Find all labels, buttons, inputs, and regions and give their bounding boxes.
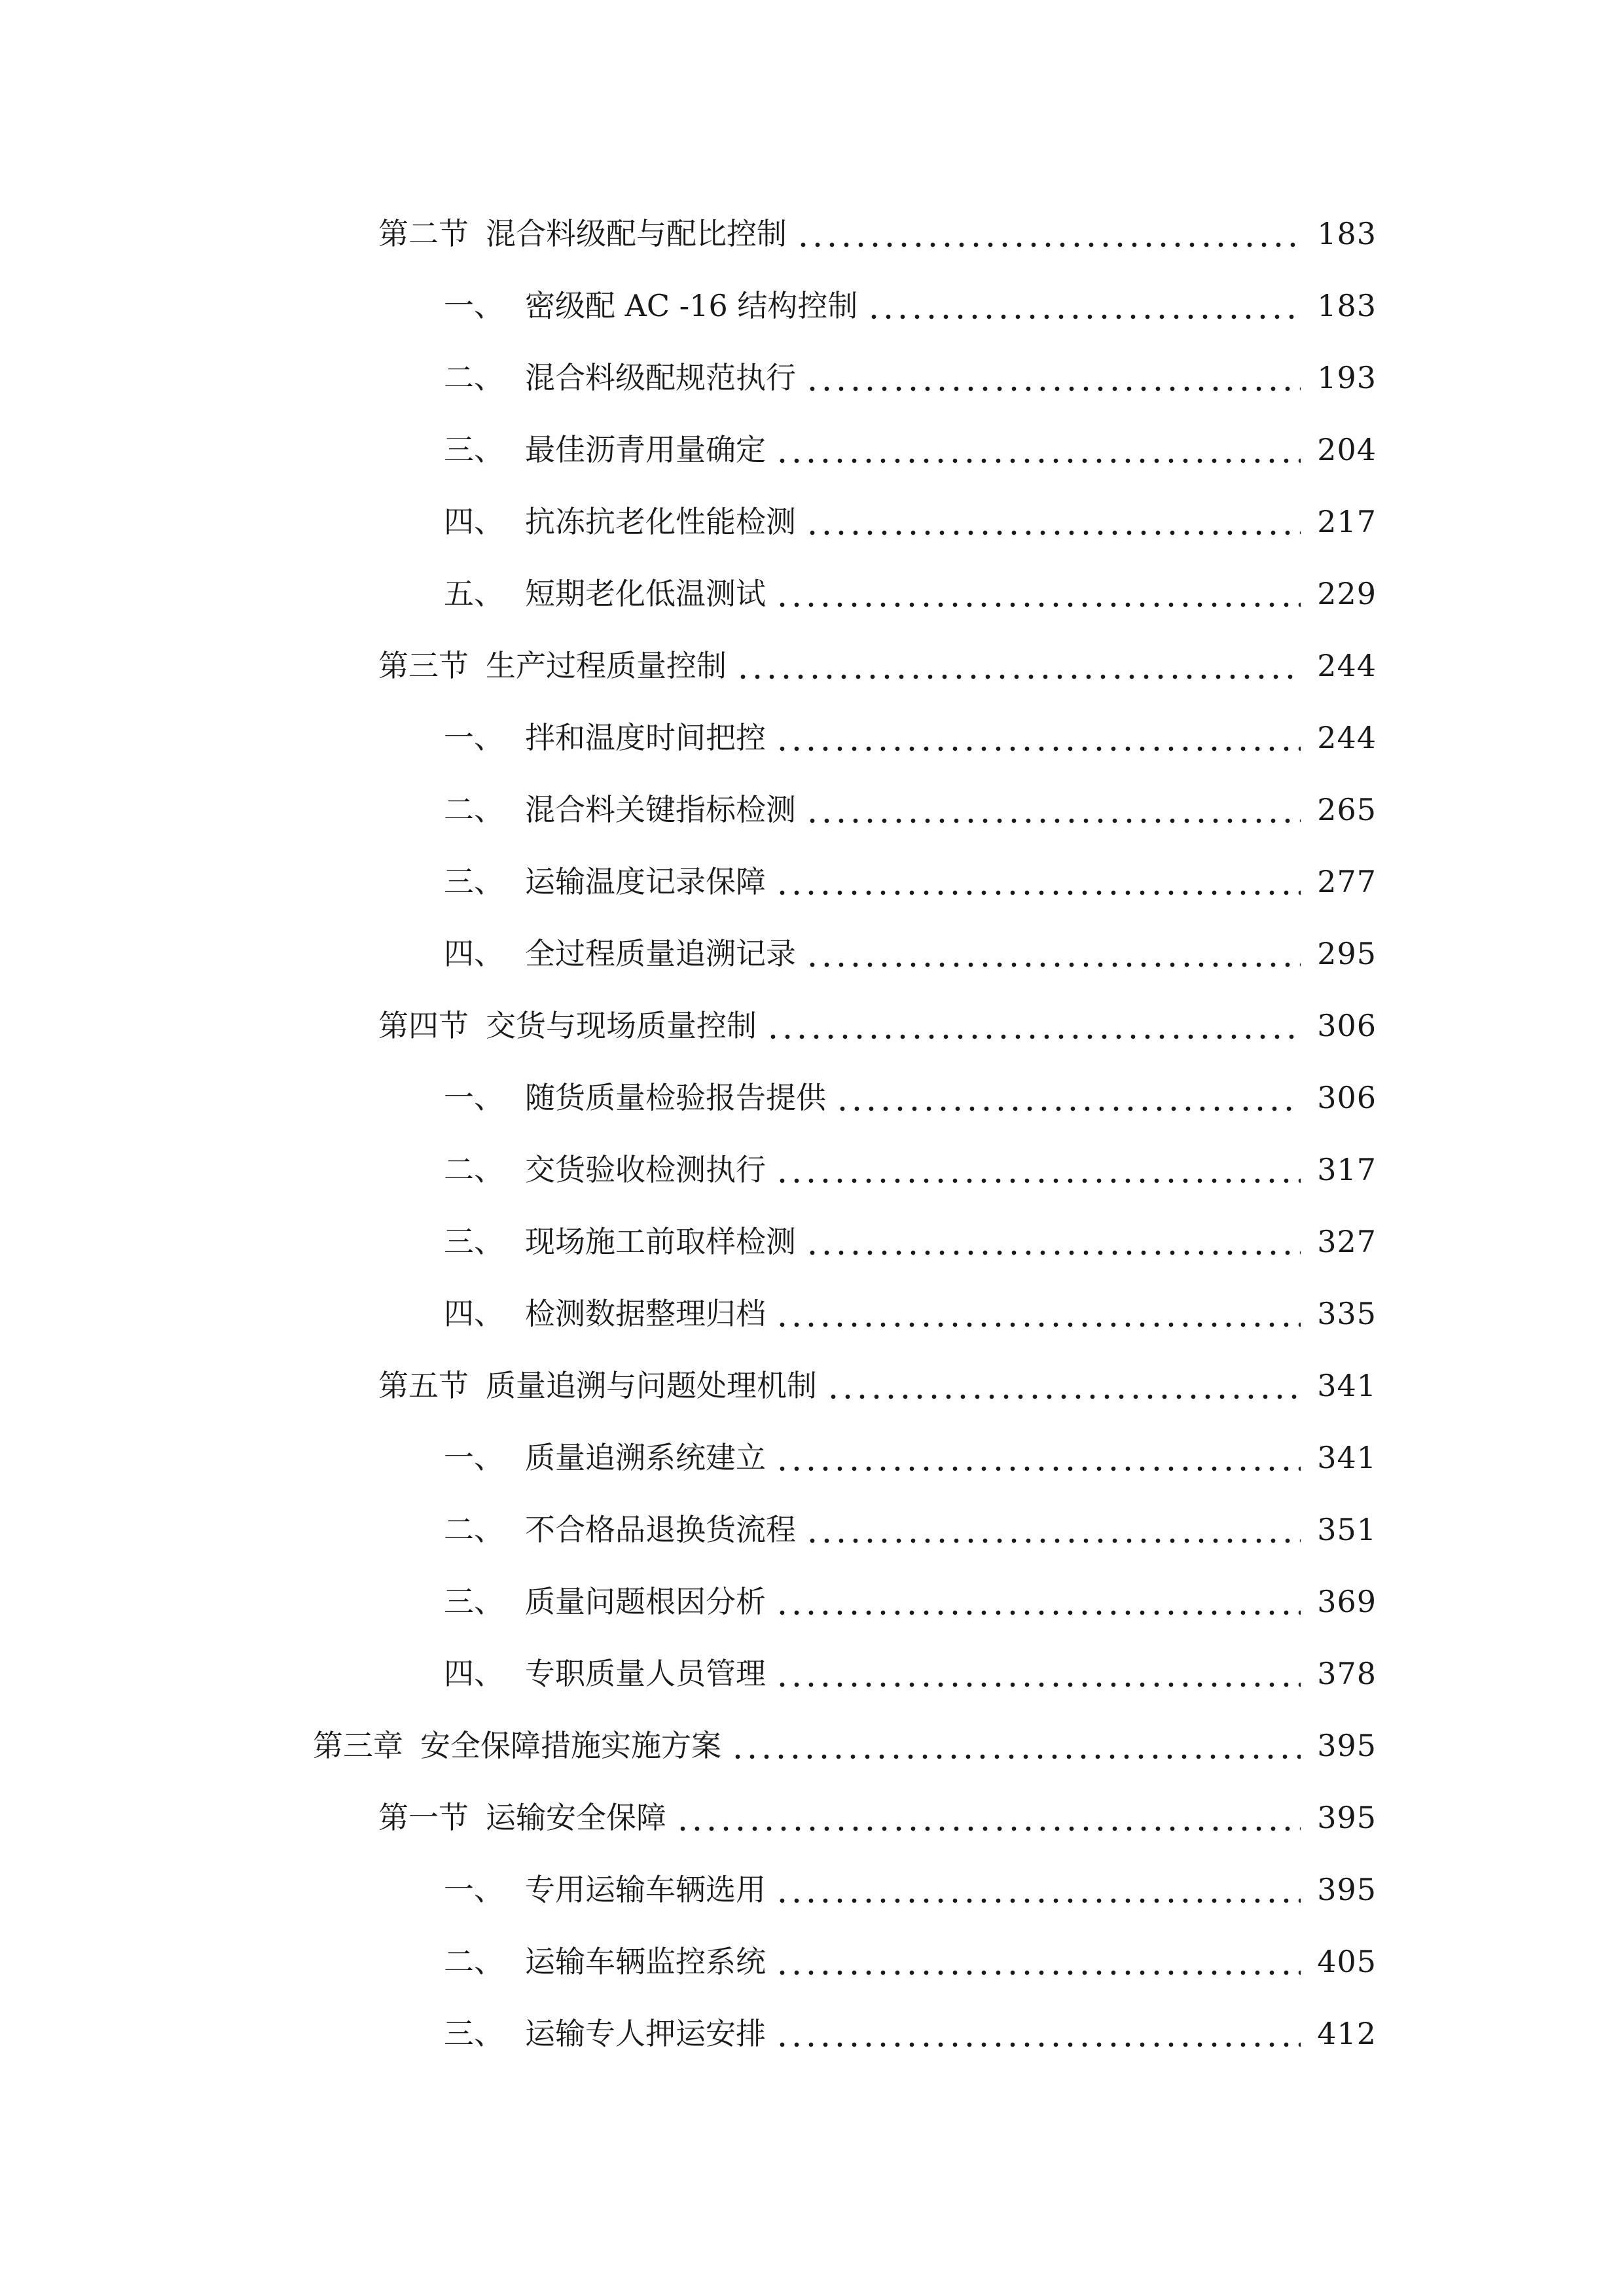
toc-entry-label [378, 648, 727, 683]
toc-entry-label [378, 216, 787, 251]
toc-page-number: 341 [1317, 1368, 1377, 1403]
toc-dot-leader [775, 867, 1301, 897]
toc-page-number: 395 [1317, 1800, 1377, 1835]
toc-entry-item[interactable] [0, 774, 1624, 846]
toc-entry-number: 第四节 [378, 1008, 469, 1043]
toc-dot-leader [805, 795, 1301, 825]
toc-dot-leader [775, 1443, 1301, 1473]
toc-entry-label [444, 1296, 766, 1331]
toc-page-number: 244 [1317, 720, 1377, 755]
toc-entry-item[interactable] [0, 414, 1624, 486]
toc-page-number: 265 [1317, 792, 1377, 827]
toc-entry-title: 随货质量检验报告提供 [525, 1080, 826, 1115]
toc-entry-number: 第二节 [378, 216, 469, 251]
toc-entry-title: 短期老化低温测试 [525, 576, 766, 611]
toc-dot-leader [766, 1011, 1301, 1041]
toc-entry-label [444, 2018, 766, 2049]
toc-entry-title: 混合料级配与配比控制 [486, 216, 787, 251]
toc-page-number: 378 [1317, 1656, 1377, 1691]
toc-dot-leader [805, 939, 1301, 969]
toc-entry-item[interactable] [0, 1278, 1624, 1350]
toc-entry-item[interactable] [0, 270, 1624, 342]
toc-page-number: 306 [1317, 1008, 1377, 1043]
toc-dot-leader [775, 1299, 1301, 1329]
toc-dot-leader [867, 291, 1301, 321]
toc-entry-label [444, 1874, 766, 1905]
toc-page-number: 204 [1317, 432, 1377, 467]
toc-page-number: 244 [1317, 648, 1377, 683]
toc-page-number: 327 [1317, 1224, 1377, 1259]
toc-entry-item[interactable] [0, 1494, 1624, 1566]
toc-entry-label [444, 720, 766, 755]
toc-entry-label [444, 432, 766, 467]
toc-entry-title: 现场施工前取样检测 [525, 1224, 796, 1259]
table-of-contents [0, 198, 1624, 2070]
toc-entry-title: 运输温度记录保障 [525, 864, 766, 899]
toc-entry-label [444, 864, 766, 899]
toc-entry-item[interactable] [0, 1854, 1624, 1926]
toc-entry-number: 四、 [444, 1656, 504, 1691]
toc-page-number: 306 [1317, 1080, 1377, 1115]
toc-entry-label [444, 936, 796, 971]
toc-entry-label [313, 1728, 721, 1763]
toc-entry-title: 运输安全保障 [486, 1800, 666, 1835]
toc-entry-item[interactable] [0, 342, 1624, 414]
toc-entry-title: 生产过程质量控制 [486, 648, 727, 683]
toc-entry-number: 三、 [444, 432, 504, 467]
toc-entry-number: 二、 [444, 792, 504, 827]
toc-dot-leader [775, 1587, 1301, 1617]
toc-dot-leader [796, 219, 1301, 249]
toc-entry-item[interactable] [0, 486, 1624, 558]
toc-dot-leader [826, 1371, 1301, 1401]
toc-dot-leader [775, 579, 1301, 609]
toc-entry-number: 三、 [444, 2016, 504, 2051]
toc-entry-number: 二、 [444, 360, 504, 395]
toc-entry-number: 第五节 [378, 1368, 469, 1403]
toc-entry-number: 第三节 [378, 648, 469, 683]
toc-page-number: 395 [1317, 1872, 1377, 1907]
toc-entry-label [444, 1224, 796, 1259]
toc-entry-number: 四、 [444, 1296, 504, 1331]
toc-entry-chapter[interactable] [0, 1710, 1624, 1782]
toc-entry-label [444, 1512, 796, 1547]
toc-entry-title: 混合料关键指标检测 [525, 792, 796, 827]
toc-page-number: 183 [1317, 216, 1377, 251]
toc-page-number: 405 [1317, 1944, 1377, 1979]
toc-page-number: 317 [1317, 1152, 1377, 1187]
toc-entry-number: 第一节 [378, 1800, 469, 1835]
toc-dot-leader [775, 1874, 1301, 1905]
toc-entry-title: 运输专人押运安排 [525, 2016, 766, 2051]
toc-entry-label [444, 792, 796, 827]
toc-entry-item[interactable] [0, 1206, 1624, 1278]
toc-entry-number: 五、 [444, 576, 504, 611]
toc-dot-leader [775, 1155, 1301, 1185]
toc-entry-label [444, 1152, 766, 1187]
toc-entry-item[interactable] [0, 558, 1624, 630]
toc-dot-leader [775, 1659, 1301, 1689]
toc-entry-number: 二、 [444, 1944, 504, 1979]
toc-entry-number: 二、 [444, 1512, 504, 1547]
toc-entry-label [444, 1080, 826, 1115]
toc-entry-number: 四、 [444, 504, 504, 539]
toc-entry-title: 不合格品退换货流程 [525, 1512, 796, 1547]
toc-entry-title: 全过程质量追溯记录 [525, 936, 796, 971]
toc-entry-item[interactable] [0, 702, 1624, 774]
toc-entry-title: 运输车辆监控系统 [525, 1944, 766, 1979]
toc-entry-number: 一、 [444, 720, 504, 755]
toc-entry-label [444, 1440, 766, 1475]
toc-entry-title: 质量问题根因分析 [525, 1584, 766, 1619]
toc-entry-item[interactable] [0, 1926, 1624, 1998]
toc-entry-section[interactable] [0, 1782, 1624, 1854]
toc-dot-leader [805, 363, 1301, 393]
toc-dot-leader [676, 1803, 1301, 1833]
toc-page-number: 335 [1317, 1296, 1377, 1331]
toc-page-number: 193 [1317, 360, 1377, 395]
toc-entry-label [378, 1800, 666, 1835]
toc-dot-leader [731, 1731, 1301, 1761]
toc-entry-item[interactable] [0, 1638, 1624, 1710]
toc-entry-section[interactable] [0, 1350, 1624, 1422]
toc-entry-label [378, 1008, 757, 1043]
toc-entry-title: 安全保障措施实施方案 [420, 1728, 721, 1763]
toc-entry-number: 四、 [444, 936, 504, 971]
toc-entry-label [444, 1946, 766, 1977]
toc-entry-label [444, 360, 796, 395]
toc-entry-label [444, 1584, 766, 1619]
toc-dot-leader [805, 507, 1301, 537]
toc-entry-title: 质量追溯与问题处理机制 [486, 1368, 817, 1403]
toc-page-number: 183 [1317, 288, 1377, 323]
toc-entry-number: 三、 [444, 864, 504, 899]
toc-entry-number: 一、 [444, 1080, 504, 1115]
toc-page-number: 351 [1317, 1512, 1377, 1547]
toc-entry-title: 专用运输车辆选用 [525, 1872, 766, 1907]
toc-entry-title: 检测数据整理归档 [525, 1296, 766, 1331]
toc-entry-number: 三、 [444, 1224, 504, 1259]
toc-entry-label [444, 288, 858, 323]
toc-dot-leader [775, 435, 1301, 465]
toc-entry-title: 密级配 AC -16 结构控制 [525, 288, 858, 323]
toc-entry-item[interactable] [0, 1566, 1624, 1638]
toc-page-number: 295 [1317, 936, 1377, 971]
toc-entry-label [378, 1368, 817, 1403]
toc-page-number: 369 [1317, 1584, 1377, 1619]
toc-entry-section[interactable] [0, 990, 1624, 1062]
toc-entry-item[interactable] [0, 1062, 1624, 1134]
toc-entry-number: 一、 [444, 288, 504, 323]
toc-dot-leader [775, 2018, 1301, 2049]
toc-entry-title: 混合料级配规范执行 [525, 360, 796, 395]
toc-dot-leader [775, 723, 1301, 753]
toc-entry-number: 二、 [444, 1152, 504, 1187]
toc-dot-leader [775, 1946, 1301, 1977]
toc-entry-title: 抗冻抗老化性能检测 [525, 504, 796, 539]
toc-entry-number: 一、 [444, 1440, 504, 1475]
toc-page-number: 412 [1317, 2016, 1377, 2051]
toc-page-number: 341 [1317, 1440, 1377, 1475]
toc-entry-number: 一、 [444, 1872, 504, 1907]
toc-entry-title: 拌和温度时间把控 [525, 720, 766, 755]
toc-entry-number: 三、 [444, 1584, 504, 1619]
toc-entry-title: 交货与现场质量控制 [486, 1008, 757, 1043]
toc-page-number: 277 [1317, 864, 1377, 899]
toc-page-number: 395 [1317, 1728, 1377, 1763]
toc-entry-label [444, 504, 796, 539]
toc-page-number: 229 [1317, 576, 1377, 611]
toc-entry-item[interactable] [0, 1422, 1624, 1494]
toc-page-number: 217 [1317, 504, 1377, 539]
toc-entry-title: 专职质量人员管理 [525, 1656, 766, 1691]
toc-entry-item[interactable] [0, 918, 1624, 990]
toc-entry-section[interactable] [0, 630, 1624, 702]
toc-dot-leader [736, 651, 1301, 681]
toc-dot-leader [805, 1227, 1301, 1257]
toc-entry-title: 最佳沥青用量确定 [525, 432, 766, 467]
toc-entry-number: 第三章 [313, 1728, 403, 1763]
toc-entry-section[interactable] [0, 198, 1624, 270]
toc-entry-item[interactable] [0, 846, 1624, 918]
toc-entry-item[interactable] [0, 1998, 1624, 2070]
toc-entry-title: 交货验收检测执行 [525, 1152, 766, 1187]
toc-entry-label [444, 1656, 766, 1691]
toc-entry-title: 质量追溯系统建立 [525, 1440, 766, 1475]
toc-dot-leader [835, 1083, 1301, 1113]
toc-entry-item[interactable] [0, 1134, 1624, 1206]
toc-dot-leader [805, 1515, 1301, 1545]
toc-entry-label [444, 576, 766, 611]
